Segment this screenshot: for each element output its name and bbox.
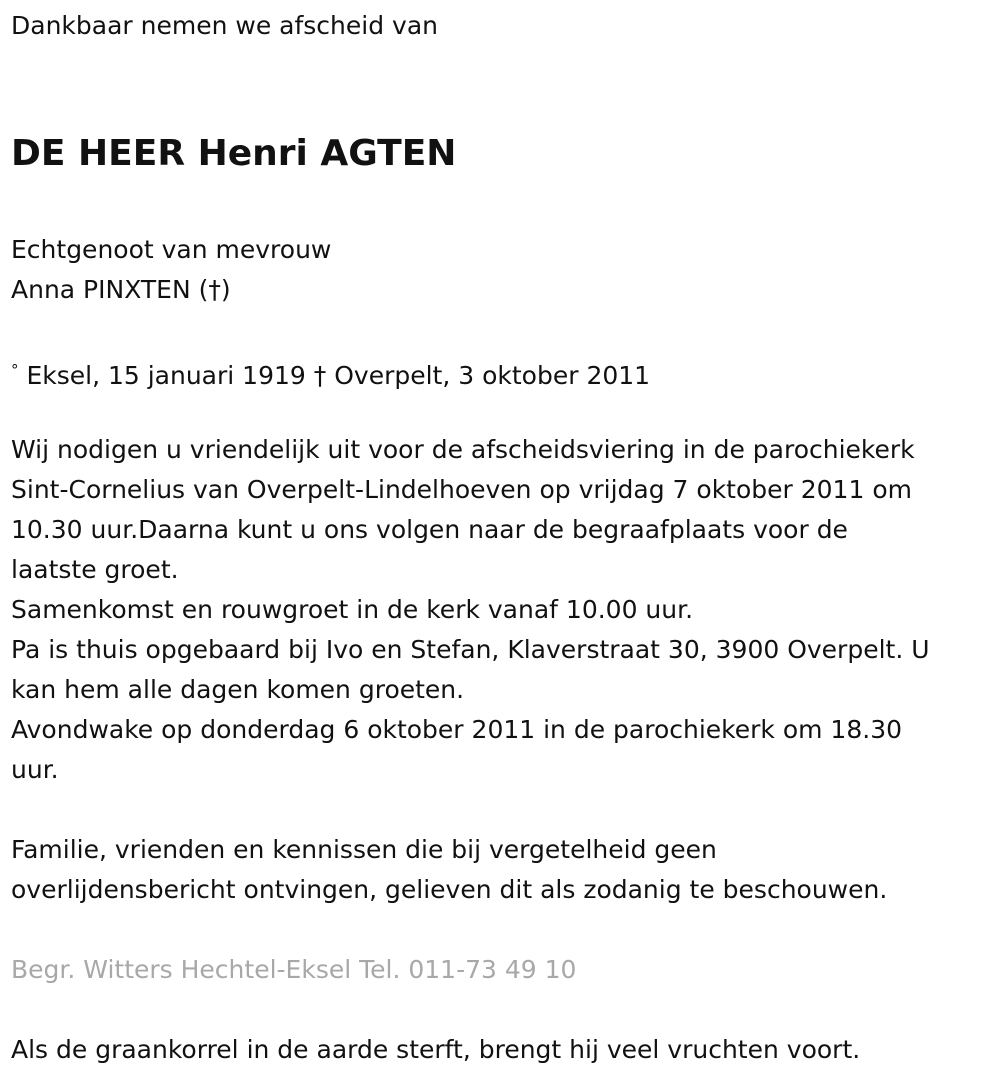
details-line: Pa is thuis opgebaard bij Ivo en Stefan, Klaverstraat 30, 3900 Overpelt. U (11, 635, 930, 664)
details-line: Samenkomst en rouwgroet in de kerk vanaf 10.00 uur. (11, 595, 694, 624)
deceased-name: DE HEER Henri AGTEN (11, 133, 457, 174)
details-line: laatste groet. (11, 555, 179, 584)
family-line: Familie, vrienden en kennissen die bij vergetelheid geen (11, 835, 717, 864)
spouse-block (11, 230, 331, 310)
birth-date: Eksel, 15 januari 1919 (26, 361, 306, 390)
death-date: Overpelt, 3 oktober 2011 (334, 361, 651, 390)
cross-icon: † (313, 361, 327, 390)
closing-quote: Als de graankorrel in de aarde sterft, brengt hij veel vruchten voort. (11, 1035, 861, 1064)
details-line: Wij nodigen u vriendelijk uit voor de afscheidsviering in de parochiekerk (11, 435, 915, 464)
details-line: Avondwake op donderdag 6 oktober 2011 in de parochiekerk om 18.30 (11, 715, 903, 744)
undertaker-contact: Begr. Witters Hechtel-Eksel Tel. 011-73 49 10 (11, 955, 577, 984)
family-line: overlijdensbericht ontvingen, gelieven dit als zodanig te beschouwen. (11, 875, 888, 904)
details-line: Sint-Cornelius van Overpelt-Lindelhoeven op vrijdag 7 oktober 2011 om (11, 475, 912, 504)
details-line: kan hem alle dagen komen groeten. (11, 675, 465, 704)
details-line: 10.30 uur.Daarna kunt u ons volgen naar de begraafplaats voor de (11, 515, 848, 544)
family-notice (11, 830, 887, 910)
birth-symbol: ° (11, 361, 19, 379)
life-dates (11, 350, 650, 396)
intro-text: Dankbaar nemen we afscheid van (11, 11, 438, 40)
spouse-line: Echtgenoot van mevrouw (11, 235, 332, 264)
spouse-name: Anna PINXTEN (†) (11, 275, 231, 304)
details-line: uur. (11, 755, 59, 784)
ceremony-details (11, 430, 930, 790)
